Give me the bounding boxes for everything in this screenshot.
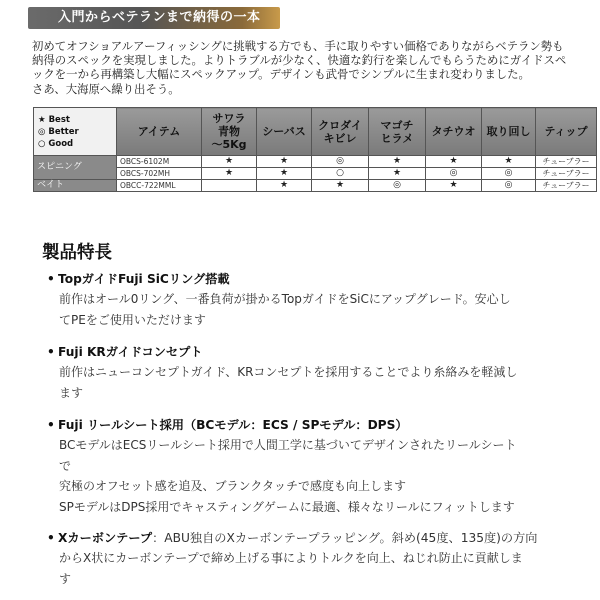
rating-cell: ★ [312, 180, 369, 192]
category-spinning: スピニング [34, 156, 117, 180]
feature-body [58, 362, 517, 403]
tip-cell: チューブラー [536, 156, 597, 168]
header-seabass: シーバス [257, 108, 312, 156]
intro-paragraph [32, 39, 577, 96]
feature-line: 究極のオフセット感を追及、ブランクタッチで感度も向上します [59, 479, 407, 493]
model-name: OBCS-6102M [117, 156, 202, 168]
rating-cell: ◎ [482, 180, 536, 192]
header-handling: 取り回し [482, 108, 536, 156]
rating-cell: ★ [257, 156, 312, 168]
model-name: OBCS-702MH [117, 168, 202, 180]
bullet-icon: • [47, 345, 55, 359]
rating-cell: ★ [257, 180, 312, 192]
rating-cell: ★ [369, 168, 426, 180]
feature-title-text: TopガイドFuji SiCリング搭載 [58, 272, 230, 286]
bullet-icon: • [47, 272, 55, 286]
spec-table-header [34, 108, 597, 156]
feature-item [47, 342, 518, 403]
table-row [34, 168, 597, 180]
legend-good: ○ Good [38, 138, 74, 149]
feature-line: 前作はニューコンセプトガイド、KRコンセプトを採用することでより糸絡みを軽減し [59, 365, 518, 379]
bullet-icon: • [47, 531, 55, 545]
feature-title-text: Fuji リールシート採用（BCモデル：ECS / SPモデル：DPS） [58, 418, 408, 432]
feature-item [47, 528, 538, 589]
header-tachiuo: タチウオ [426, 108, 482, 156]
feature-title [47, 269, 511, 289]
rating-cell: ◎ [482, 168, 536, 180]
rating-cell: ★ [257, 168, 312, 180]
bullet-icon: • [47, 418, 55, 432]
intro-line: 納得のスペックを実現しました。よりトラブルが少なく、快適な釣行を楽しんでもらうためにガイドスペ [32, 53, 567, 68]
rating-cell: ★ [202, 168, 257, 180]
features-heading: 製品特長 [42, 243, 112, 263]
feature-body [58, 435, 516, 517]
rating-cell: ★ [426, 156, 482, 168]
rating-cell: ★ [482, 156, 536, 168]
feature-title [47, 528, 538, 548]
intro-line: さあ、大海原へ繰り出そう。 [32, 81, 180, 96]
rating-cell: ★ [426, 180, 482, 192]
rating-cell: ○ [312, 168, 369, 180]
feature-line: 前作はオール0リング、一番負荷が掛かるTopガイドをSiCにアップグレード。安心し [59, 292, 511, 306]
feature-item [47, 269, 511, 330]
feature-line: で [59, 458, 72, 473]
category-bait: ベイト [34, 180, 117, 192]
rating-cell: ◎ [312, 156, 369, 168]
feature-title [47, 415, 516, 435]
table-row [34, 180, 597, 192]
feature-body [58, 289, 511, 330]
legend-best: ★ Best [38, 114, 70, 125]
rating-cell [202, 180, 257, 192]
table-row [34, 156, 597, 168]
feature-line: SPモデルはDPS採用でキャスティングゲームに最適、様々なリールにフィットします [59, 499, 515, 514]
feature-title-text: Fuji KRガイドコンセプト [58, 345, 203, 359]
feature-title [47, 342, 517, 362]
header-sawara: サワラ 青物 ～5Kg [202, 108, 257, 156]
feature-line: ます [59, 385, 84, 400]
header-item: アイテム [117, 108, 202, 156]
model-name: OBCC-722MML [117, 180, 202, 192]
rating-cell: ◎ [426, 168, 482, 180]
rating-cell: ★ [202, 156, 257, 168]
headline-text: 入門からベテランまで納得の一本 [58, 10, 261, 25]
feature-line: す [59, 571, 72, 586]
feature-line: BCモデルはECSリールシート採用で人間工学に基づいてデザインされたリールシート [59, 438, 517, 452]
feature-line: てPEをご使用いただけます [59, 312, 206, 327]
spec-table [33, 107, 597, 192]
headline-banner [28, 7, 280, 29]
feature-title-suffix: ：ABU独自のXカーボンテープラッピング。斜め(45度、135度)の方向 [152, 531, 538, 545]
feature-line: からX状にカーボンテープで締め上げる事によりトルクを向上、ねじれ防止に貢献しま [59, 551, 523, 565]
header-kurodai: クロダイ キビレ [312, 108, 369, 156]
legend-cell [34, 108, 117, 156]
feature-body [58, 548, 537, 589]
rating-cell: ★ [369, 156, 426, 168]
feature-title-text: Xカーボンテープ [58, 531, 153, 545]
header-magochi: マゴチ ヒラメ [369, 108, 426, 156]
header-tip: ティップ [536, 108, 597, 156]
tip-cell: チューブラー [536, 180, 597, 192]
rating-cell: ◎ [369, 180, 426, 192]
legend-better: ◎ Better [38, 126, 79, 137]
feature-item [47, 415, 517, 517]
intro-line: 初めてオフショアルアーフィッシングに挑戦する方でも、手に取りやすい価格でありながらベテラン勢も [32, 39, 564, 53]
tip-cell: チューブラー [536, 168, 597, 180]
intro-line: ックを一から再構築し大幅にスペックアップ。デザインも武骨でシンプルに生まれ変わりました。 [32, 67, 530, 82]
